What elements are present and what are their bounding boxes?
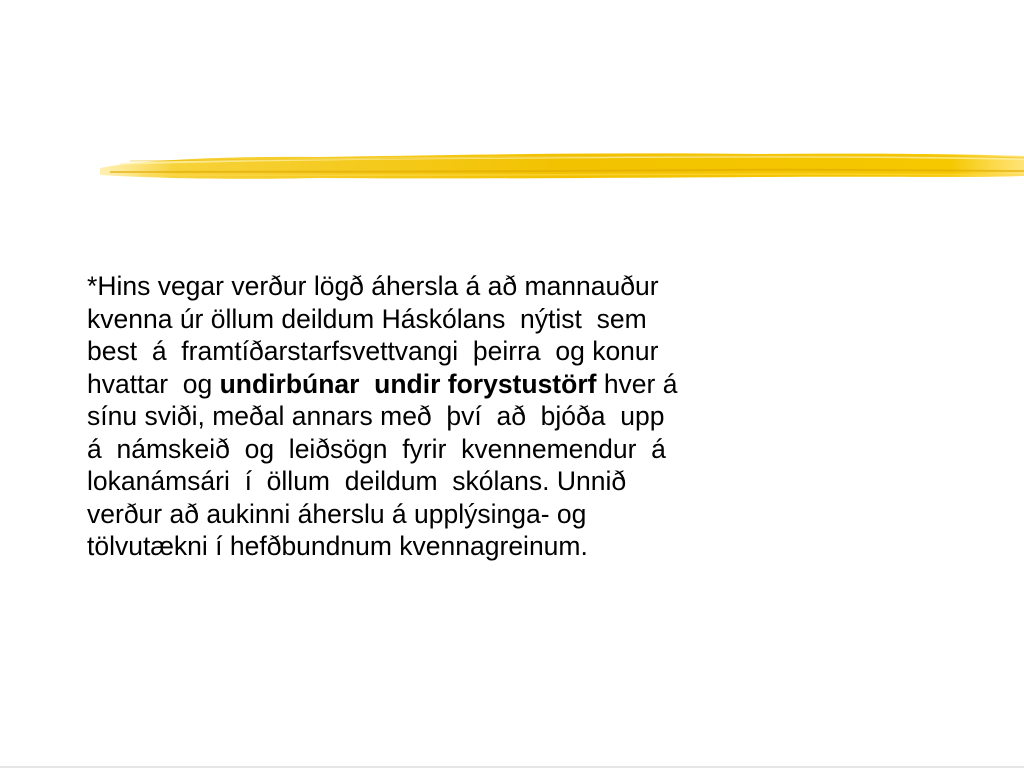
text-line xyxy=(87,465,867,498)
text-run: best á framtíðarstarfsvettvangi þeirra og konur xyxy=(87,336,659,366)
yellow-brush-stroke xyxy=(0,140,1024,190)
text-run: sínu sviði, meðal annars með því að bjóða upp xyxy=(87,401,665,431)
body-paragraph xyxy=(87,270,867,563)
text-run: tölvutækni í hefðbundnum kvennagreinum. xyxy=(87,531,588,561)
text-run: verður að aukinni áherslu á upplýsinga- og xyxy=(87,498,587,529)
text-run: á námskeið og leiðsögn fyrir kvennemendur á xyxy=(87,433,666,464)
text-line xyxy=(87,303,867,336)
text-run: lokanámsári í öllum deildum skólans. Unnið xyxy=(87,466,627,496)
text-line xyxy=(87,335,867,368)
text-line xyxy=(87,530,867,563)
text-line xyxy=(87,433,867,466)
text-run: hvattar og xyxy=(87,368,220,399)
text-line xyxy=(87,498,867,531)
text-run: kvenna úr öllum deildum Háskólans nýtist sem xyxy=(87,303,647,334)
text-run: *Hins vegar verður lögð áhersla á að mannauður xyxy=(87,271,659,301)
text-line xyxy=(87,270,867,303)
text-run: hver á xyxy=(596,368,678,399)
bold-text-run: undirbúnar undir forystustörf xyxy=(219,368,597,399)
text-line xyxy=(87,400,867,433)
text-line xyxy=(87,368,867,401)
